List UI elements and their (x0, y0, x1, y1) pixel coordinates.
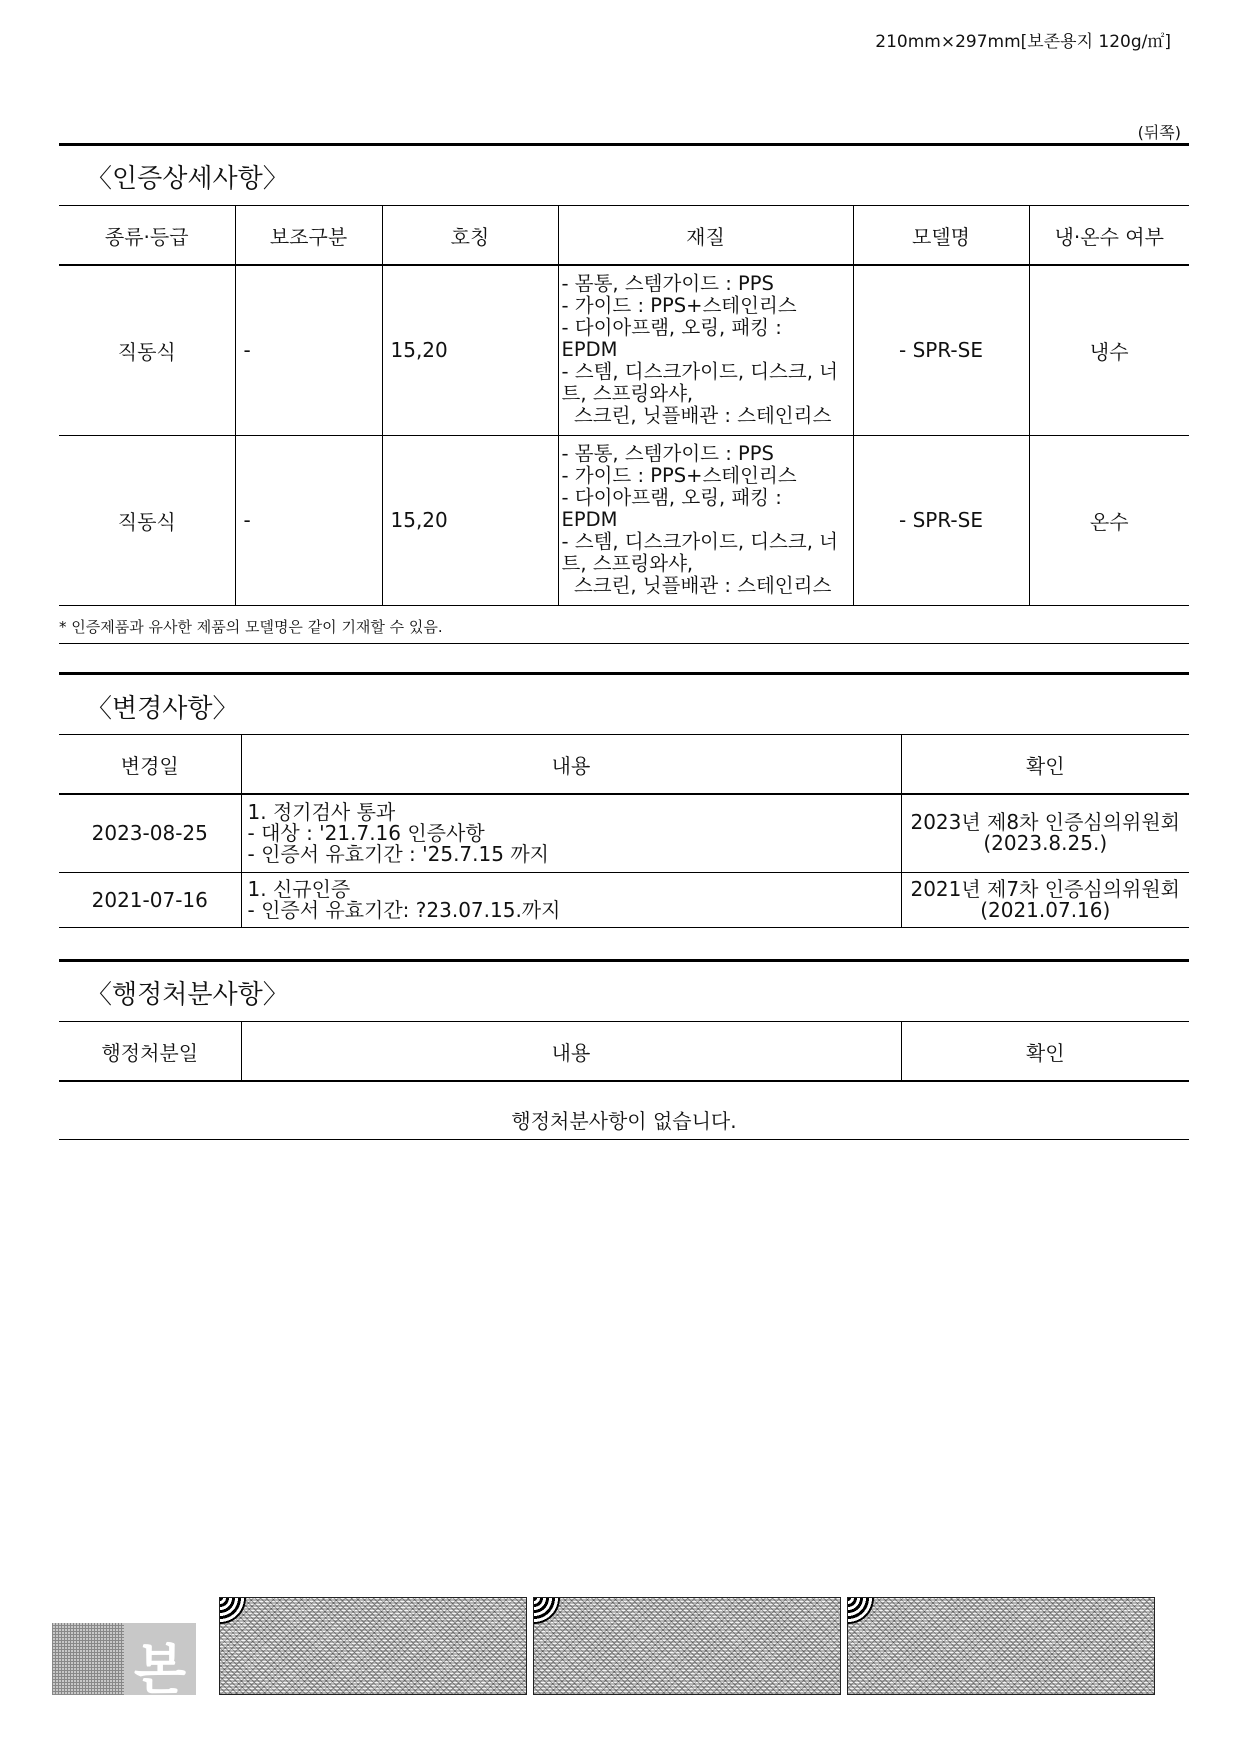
content-line: - 대상 : '21.7.16 인증사항 (247, 820, 485, 845)
back-page-label: (뒤쪽) (1137, 123, 1181, 142)
water-type-cell: 온수 (1029, 435, 1189, 605)
section-bottom-rule (59, 1139, 1189, 1140)
section-top-rule (59, 672, 1189, 675)
column-header: 내용 (241, 735, 901, 795)
column-header: 모델명 (853, 206, 1029, 266)
material-line: EPDM (561, 338, 618, 362)
confirm-line: (2021.07.16) (980, 897, 1111, 922)
material-line: - 스템, 디스크가이드, 디스크, 너 (561, 360, 838, 384)
section-top-rule (59, 959, 1189, 962)
cert-details-title: 〈인증상세사항〉 (86, 164, 289, 194)
column-header: 종류·등급 (59, 206, 235, 266)
change-content-cell (241, 872, 901, 927)
change-content-cell (241, 794, 901, 872)
material-line: - 몸통, 스템가이드 : PPS (561, 442, 774, 465)
column-header: 호칭 (382, 206, 558, 266)
admin-actions-title: 〈행정처분사항〉 (86, 980, 289, 1010)
confirm-cell (901, 872, 1189, 927)
table-header-row (59, 206, 1189, 266)
material-line: EPDM (561, 508, 618, 531)
column-header: 행정처분일 (59, 1022, 241, 1082)
copy-stamp (52, 1623, 196, 1695)
column-header: 보조구분 (235, 206, 382, 266)
table-row (59, 872, 1189, 927)
material-line: 트, 스프링와샤, (561, 382, 694, 406)
material-line: - 가이드 : PPS+스테인리스 (561, 294, 797, 318)
section-bottom-rule (59, 643, 1189, 644)
column-header: 냉·온수 여부 (1029, 206, 1189, 266)
model-cell: - SPR-SE (853, 435, 1029, 605)
size-cell: 15,20 (382, 435, 558, 605)
content-line: 1. 정기검사 통과 (247, 799, 396, 824)
changes-title: 〈변경사항〉 (86, 694, 239, 724)
size-cell: 15,20 (382, 265, 558, 435)
material-line: - 몸통, 스템가이드 : PPS (561, 272, 774, 296)
content-line: 1. 신규인증 (247, 876, 351, 901)
table-row (59, 794, 1189, 872)
column-header: 재질 (558, 206, 853, 266)
corner-mark-icon (220, 1598, 246, 1624)
change-date-cell: 2023-08-25 (59, 794, 241, 872)
paper-spec: 210mm×297mm[보존용지 120g/㎡] (875, 32, 1171, 52)
encoded-data-strip (847, 1597, 1155, 1695)
no-admin-actions-message: 행정처분사항이 없습니다. (511, 1109, 737, 1133)
changes-table (59, 734, 1189, 928)
material-cell (558, 265, 853, 435)
confirm-line: 2023년 제8차 인증심의위원회 (910, 810, 1181, 835)
encoded-data-strip (533, 1597, 841, 1695)
material-line: 트, 스프링와샤, (561, 552, 694, 575)
section-top-rule (59, 143, 1189, 146)
encoded-data-strip (219, 1597, 527, 1695)
admin-actions-table (59, 1021, 1189, 1082)
type-cell: 직동식 (59, 435, 235, 605)
column-header: 확인 (901, 735, 1189, 795)
material-cell (558, 435, 853, 605)
confirm-line: 2021년 제7차 인증심의위원회 (910, 876, 1181, 901)
sub-category-cell: - (235, 265, 382, 435)
material-line: - 다이아프램, 오링, 패킹 : (561, 486, 782, 509)
table-header-row (59, 735, 1189, 795)
corner-mark-icon (534, 1598, 560, 1624)
cert-details-table (59, 205, 1189, 606)
table-row (59, 435, 1189, 605)
material-line: - 스템, 디스크가이드, 디스크, 너 (561, 530, 838, 553)
table-header-row (59, 1022, 1189, 1082)
type-cell: 직동식 (59, 265, 235, 435)
sub-category-cell: - (235, 435, 382, 605)
column-header: 내용 (241, 1022, 901, 1082)
table-row (59, 265, 1189, 435)
stamp-pattern (52, 1623, 124, 1695)
change-date-cell: 2021-07-16 (59, 872, 241, 927)
material-line: 스크린, 닛플배관 : 스테인리스 (561, 404, 832, 428)
column-header: 변경일 (59, 735, 241, 795)
table-footnote: * 인증제품과 유사한 제품의 모델명은 같이 기재할 수 있음. (59, 618, 443, 636)
content-line: - 인증서 유효기간: ?23.07.15.까지 (247, 897, 561, 922)
stamp-text: 본 (133, 1638, 186, 1695)
content-line: - 인증서 유효기간 : '25.7.15 까지 (247, 841, 549, 866)
material-line: - 가이드 : PPS+스테인리스 (561, 464, 797, 487)
water-type-cell: 냉수 (1029, 265, 1189, 435)
confirm-cell (901, 794, 1189, 872)
column-header: 확인 (901, 1022, 1189, 1082)
confirm-line: (2023.8.25.) (983, 831, 1108, 856)
material-line: 스크린, 닛플배관 : 스테인리스 (561, 574, 832, 597)
model-cell: - SPR-SE (853, 265, 1029, 435)
material-line: - 다이아프램, 오링, 패킹 : (561, 316, 782, 340)
corner-mark-icon (848, 1598, 874, 1624)
